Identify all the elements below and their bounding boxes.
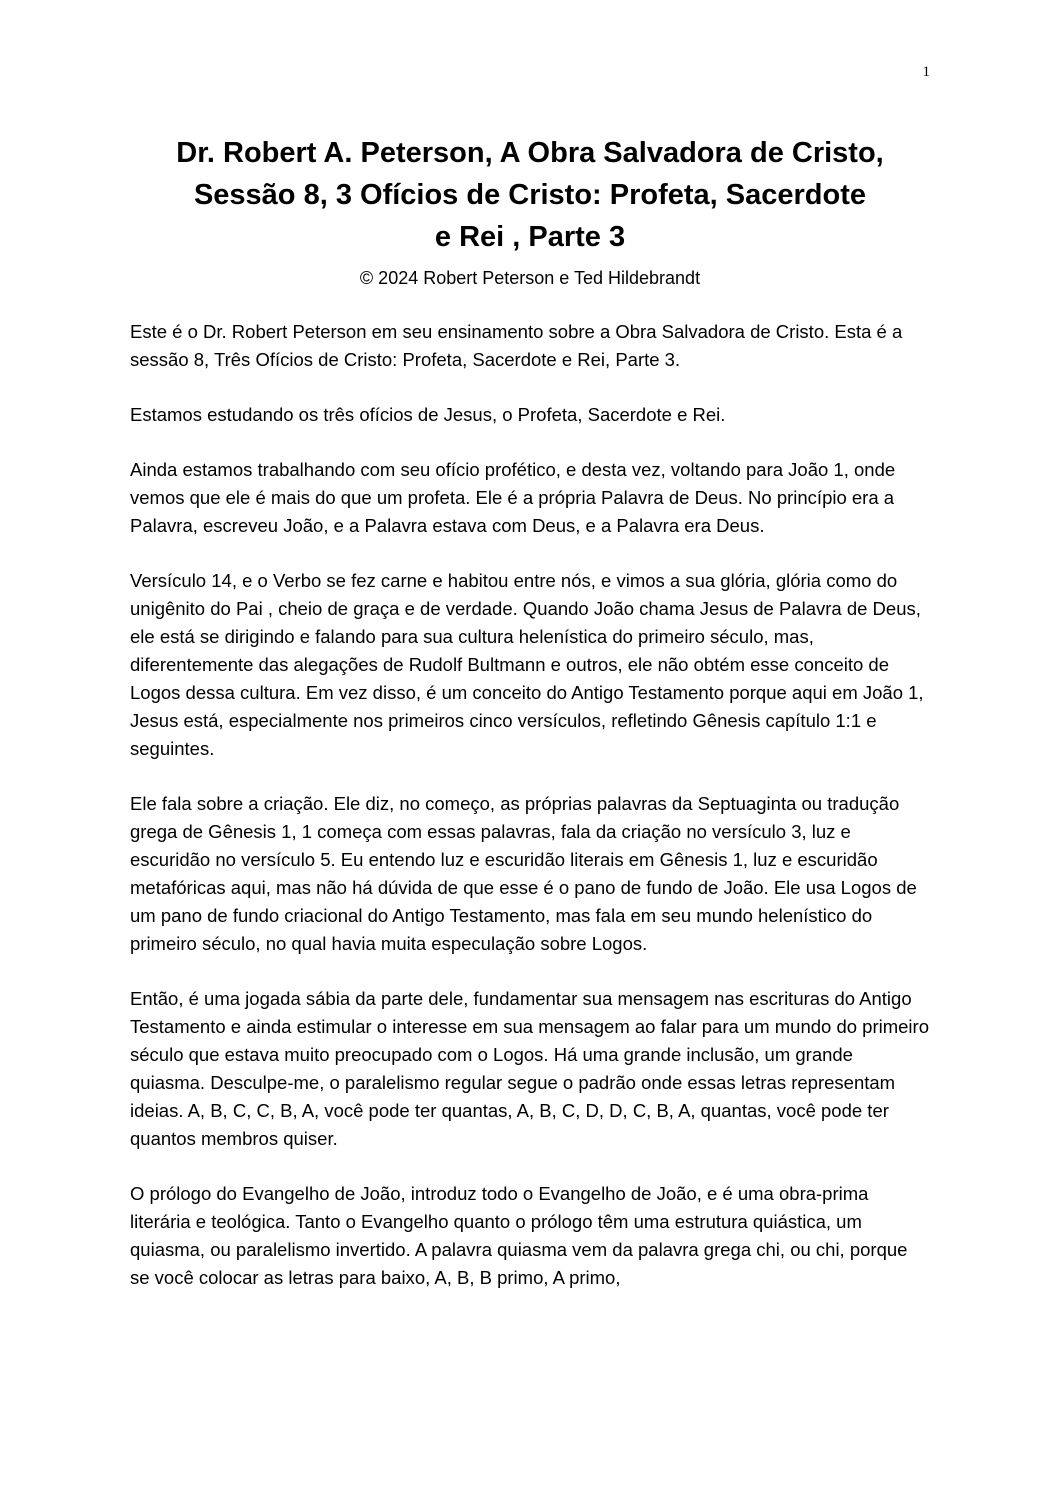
page-number: 1 (922, 64, 930, 80)
title-line: e Rei , Parte 3 (434, 221, 626, 253)
document-title (100, 132, 960, 258)
title-line: Sessão 8, 3 Ofícios de Cristo: Profeta, Sacerdote (193, 179, 867, 211)
paragraph: Ele fala sobre a criação. Ele diz, no começo, as próprias palavras da Septuaginta ou tradução grega de Gênesis 1, 1 começa com essas palavras, fala da criação no versículo 3, luz e escuridão no versículo 5. Eu entendo luz e escuridão literais em Gênesis 1, luz e escuridão metafóricas aqui, mas não há dúvida de que esse é o pano de fundo de João. Ele usa Logos de um pano de fundo criacional do Antigo Testamento, mas fala em seu mundo helenístico do primeiro século, no qual havia muita especulação sobre Logos. (130, 793, 917, 954)
paragraph: Este é o Dr. Robert Peterson em seu ensinamento sobre a Obra Salvadora de Cristo. Esta é a sessão 8, Três Ofícios de Cristo: Profeta, Sacerdote e Rei, Parte 3. (130, 321, 903, 370)
paragraph: Então, é uma jogada sábia da parte dele, fundamentar sua mensagem nas escrituras do Antigo Testamento e ainda estimular o interesse em sua mensagem ao falar para um mundo do primeiro século que estava muito preocupado com o Logos. Há uma grande inclusão, um grande quiasma. Desculpe-me, o paralelismo regular segue o padrão onde essas letras representam ideias. A, B, C, C, B, A, você pode ter quantas, A, B, C, D, D, C, B, A, quantas, você pode ter quantos membros quiser. (130, 988, 929, 1149)
paragraph: O prólogo do Evangelho de João, introduz todo o Evangelho de João, e é uma obra-prima literária e teológica. Tanto o Evangelho quanto o prólogo têm uma estrutura quiástica, um quiasma, ou paralelismo invertido. A palavra quiasma vem da palavra grega chi, ou chi, porque se você colocar as letras para baixo, A, B, B primo, A primo, (130, 1183, 908, 1288)
copyright-notice: © 2024 Robert Peterson e Ted Hildebrandt (359, 268, 701, 288)
paragraph: Versículo 14, e o Verbo se fez carne e habitou entre nós, e vimos a sua glória, glória como do unigênito do Pai , cheio de graça e de verdade. Quando João chama Jesus de Palavra de Deus, ele está se dirigindo e falando para sua cultura helenística do primeiro século, mas, diferentemente das alegações de Rudolf Bultmann e outros, ele não obtém esse conceito de Logos dessa cultura. Em vez disso, é um conceito do Antigo Testamento porque aqui em João 1, Jesus está, especialmente nos primeiros cinco versículos, refletindo Gênesis capítulo 1:1 e seguintes. (130, 570, 924, 759)
paragraph: Ainda estamos trabalhando com seu ofício profético, e desta vez, voltando para João 1, onde vemos que ele é mais do que um profeta. Ele é a própria Palavra de Deus. No princípio era a Palavra, escreveu João, e a Palavra estava com Deus, e a Palavra era Deus. (130, 459, 896, 536)
title-line: Dr. Robert A. Peterson, A Obra Salvadora de Cristo, (176, 137, 884, 169)
document-body (130, 318, 930, 1319)
paragraph: Estamos estudando os três ofícios de Jesus, o Profeta, Sacerdote e Rei. (130, 404, 726, 425)
